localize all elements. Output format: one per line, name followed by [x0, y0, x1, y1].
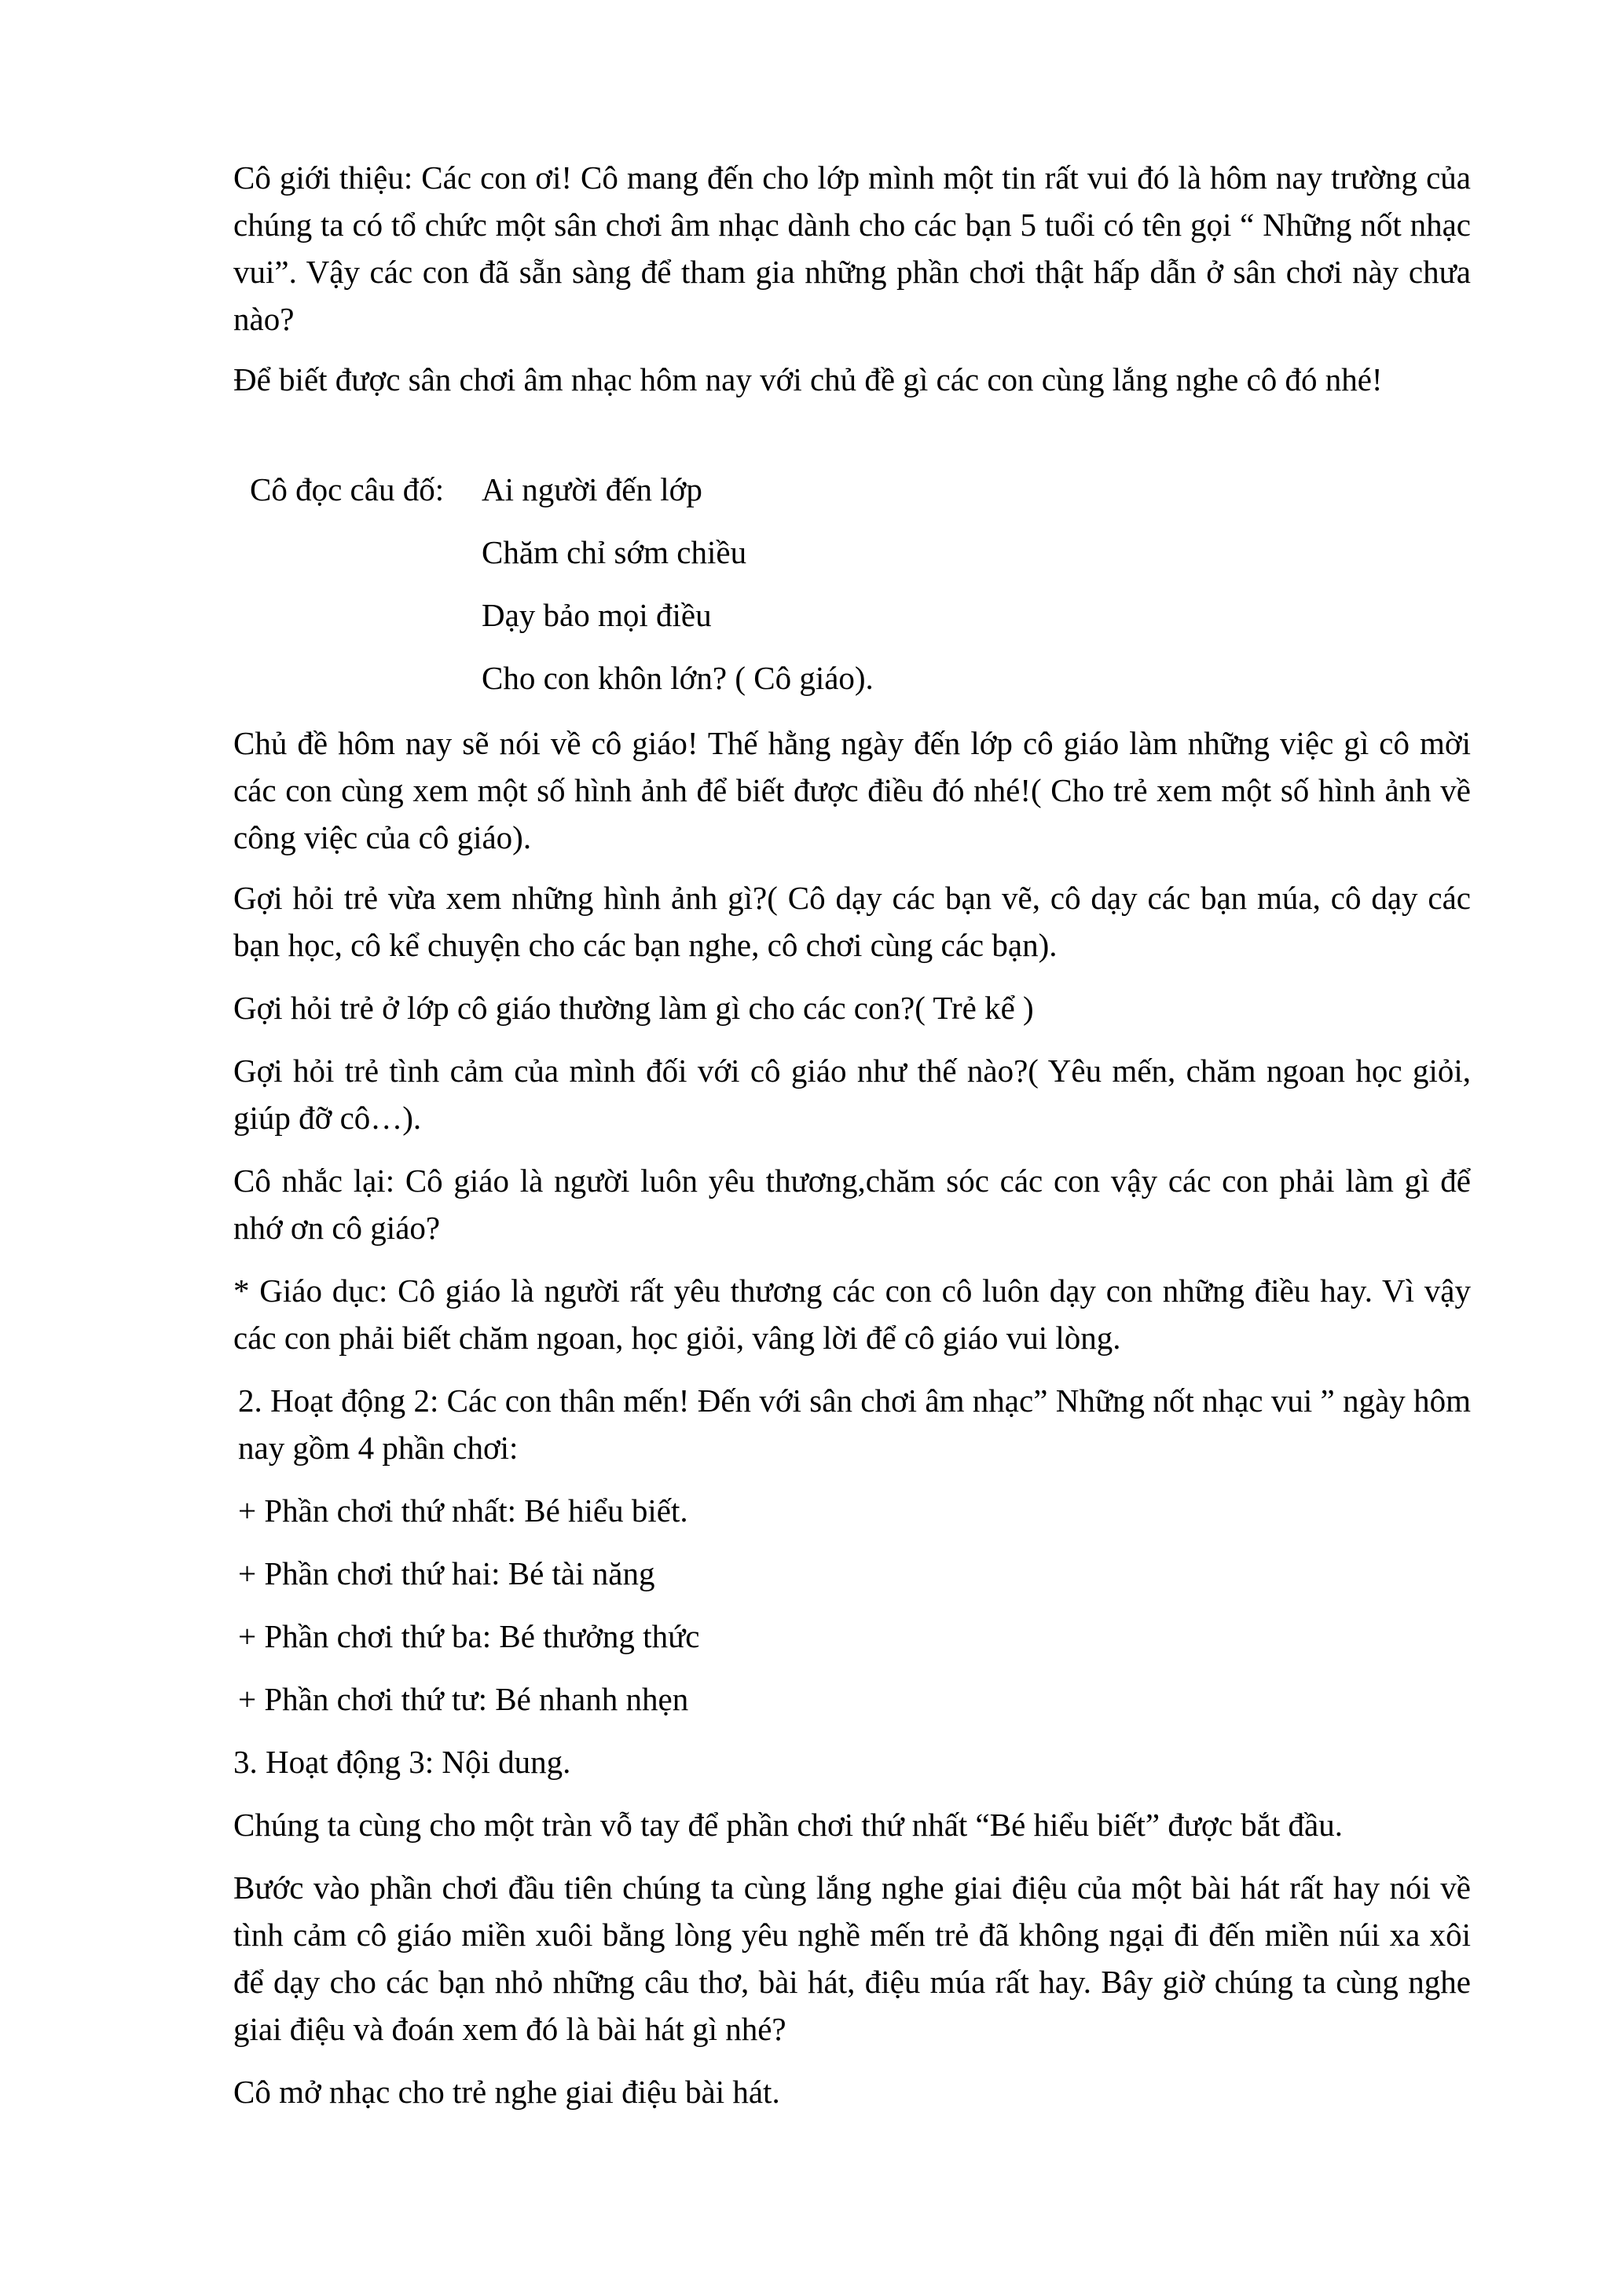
list-item-part-1: + Phần chơi thứ nhất: Bé hiểu biết.: [238, 1492, 688, 1529]
paragraph-topic-question: Để biết được sân chơi âm nhạc hôm nay với chủ đề gì các con cùng lắng nghe cô đó nhé!: [233, 361, 1383, 397]
list-item-part-2: + Phần chơi thứ hai: Bé tài năng: [238, 1555, 655, 1591]
paragraph-question-feelings: Gợi hỏi trẻ tình cảm của mình đối với cô giáo như thế nào?( Yêu mến, chăm ngoan học giỏi, giúp đỡ cô…).: [233, 1053, 1471, 1136]
list-item-part-4: + Phần chơi thứ tư: Bé nhanh nhẹn: [238, 1681, 689, 1717]
riddle-line-4: Cho con khôn lớn? ( Cô giáo).: [482, 660, 874, 696]
paragraph-question-class: Gợi hỏi trẻ ở lớp cô giáo thường làm gì cho các con?( Trẻ kể ): [233, 990, 1034, 1026]
paragraph-question-images: Gợi hỏi trẻ vừa xem những hình ảnh gì?( Cô dạy các bạn vẽ, cô dạy các bạn múa, cô dạy các bạn học, cô kể chuyện cho các bạn nghe, cô chơi cùng các bạn).: [233, 880, 1471, 963]
riddle-label: Cô đọc câu đố:: [250, 471, 445, 507]
riddle-line-2: Chăm chỉ sớm chiều: [482, 534, 747, 570]
paragraph-play-music: Cô mở nhạc cho trẻ nghe giai điệu bài hát.: [233, 2074, 780, 2110]
heading-activity-3: 3. Hoạt động 3: Nội dung.: [233, 1744, 571, 1780]
paragraph-activity-2: 2. Hoạt động 2: Các con thân mến! Đến với sân chơi âm nhạc” Những nốt nhạc vui ” ngày hôm nay gồm 4 phần chơi:: [238, 1382, 1471, 1466]
paragraph-introduction: Cô giới thiệu: Các con ơi! Cô mang đến cho lớp mình một tin rất vui đó là hôm nay trường của chúng ta có tổ chức một sân chơi âm nhạc dành cho các bạn 5 tuổi có tên gọi “ Những nốt nhạc vui”. Vậy các con đã sẵn sàng để tham gia những phần chơi thật hấp dẫn ở sân chơi này chưa nào?: [233, 159, 1471, 337]
riddle-line-1: Ai người đến lớp: [482, 471, 702, 507]
paragraph-recap: Cô nhắc lại: Cô giáo là người luôn yêu thương,chăm sóc các con vậy các con phải làm gì để nhớ ơn cô giáo?: [233, 1163, 1471, 1246]
paragraph-topic-teacher: Chủ đề hôm nay sẽ nói về cô giáo! Thế hằng ngày đến lớp cô giáo làm những việc gì cô mời các con cùng xem một số hình ảnh để biết được điều đó nhé!( Cho trẻ xem một số hình ảnh về công việc của cô giáo).: [233, 725, 1471, 855]
riddle-line-3: Dạy bảo mọi điều: [482, 597, 712, 633]
list-item-part-3: + Phần chơi thứ ba: Bé thưởng thức: [238, 1618, 700, 1654]
paragraph-start-part-1: Chúng ta cùng cho một tràn vỗ tay để phần chơi thứ nhất “Bé hiểu biết” được bắt đầu.: [233, 1807, 1343, 1843]
paragraph-education: * Giáo dục: Cô giáo là người rất yêu thương các con cô luôn dạy con những điều hay. Vì vậy các con phải biết chăm ngoan, học giỏi, vâng lời để cô giáo vui lòng.: [233, 1273, 1471, 1356]
paragraph-listen-melody: Bước vào phần chơi đầu tiên chúng ta cùng lắng nghe giai điệu của một bài hát rất hay nói về tình cảm cô giáo miền xuôi bằng lòng yêu nghề mến trẻ đã không ngại đi đến miền núi xa xôi để dạy cho các bạn nhỏ những câu thơ, bài hát, điệu múa rất hay. Bây giờ chúng ta cùng nghe giai điệu và đoán xem đó là bài hát gì nhé?: [233, 1869, 1471, 2047]
